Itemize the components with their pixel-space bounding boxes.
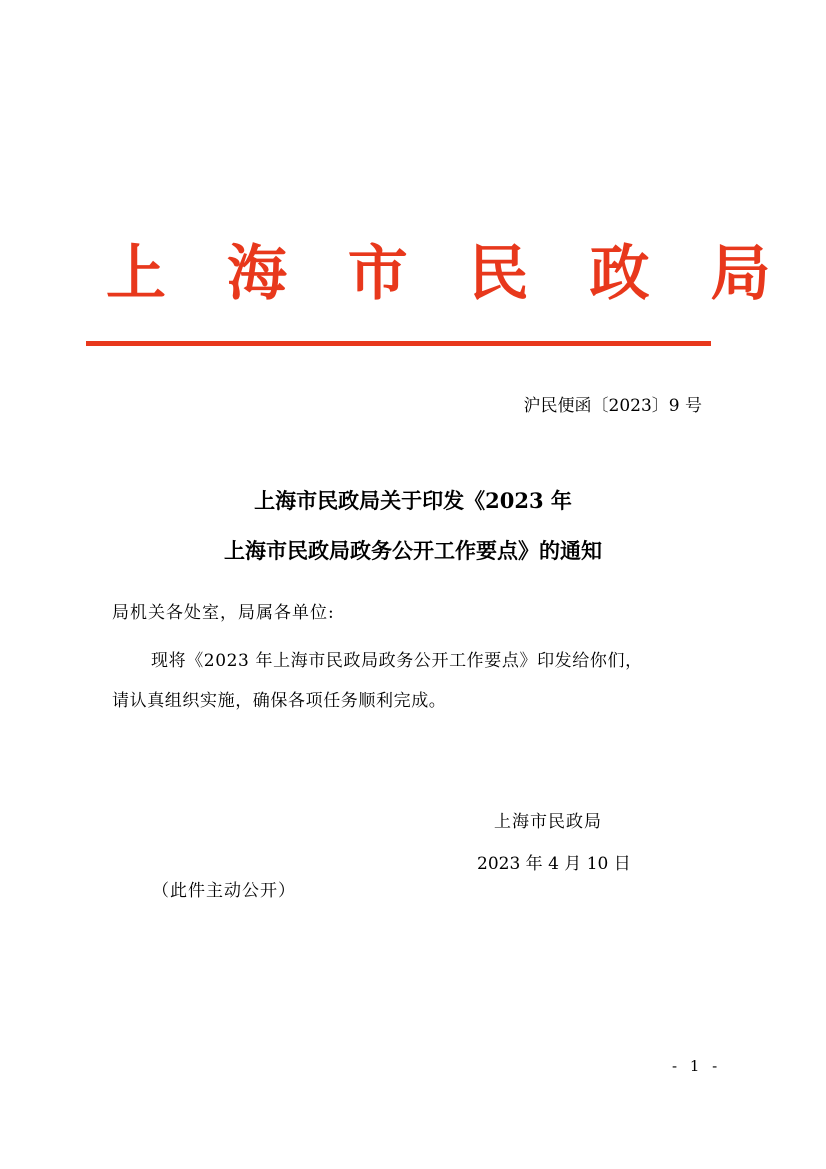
issuer-header: 上 海 市 民 政 局: [106, 239, 791, 309]
signature-date: 2023 年 4 月 10 日: [477, 854, 631, 874]
signature-org: 上海市民政局: [494, 812, 602, 832]
body-line-2: 请认真组织实施，确保各项任务顺利完成。: [112, 691, 447, 711]
title-line-1: 上海市民政局关于印发《2023 年: [254, 488, 572, 513]
disclosure-note: （此件主动公开）: [152, 881, 296, 901]
salutation: 局机关各处室，局属各单位:: [112, 603, 335, 623]
red-divider-rule: [86, 341, 711, 346]
body-line-1: 现将《2023 年上海市民政局政务公开工作要点》印发给你们，: [151, 651, 643, 671]
body-paragraph: [112, 641, 724, 721]
document-number: 沪民便函〔2023〕9 号: [523, 396, 702, 416]
document-title: [86, 476, 740, 576]
title-line-2: 上海市民政局政务公开工作要点》的通知: [224, 538, 602, 563]
page-number: - 1 -: [672, 1057, 722, 1075]
